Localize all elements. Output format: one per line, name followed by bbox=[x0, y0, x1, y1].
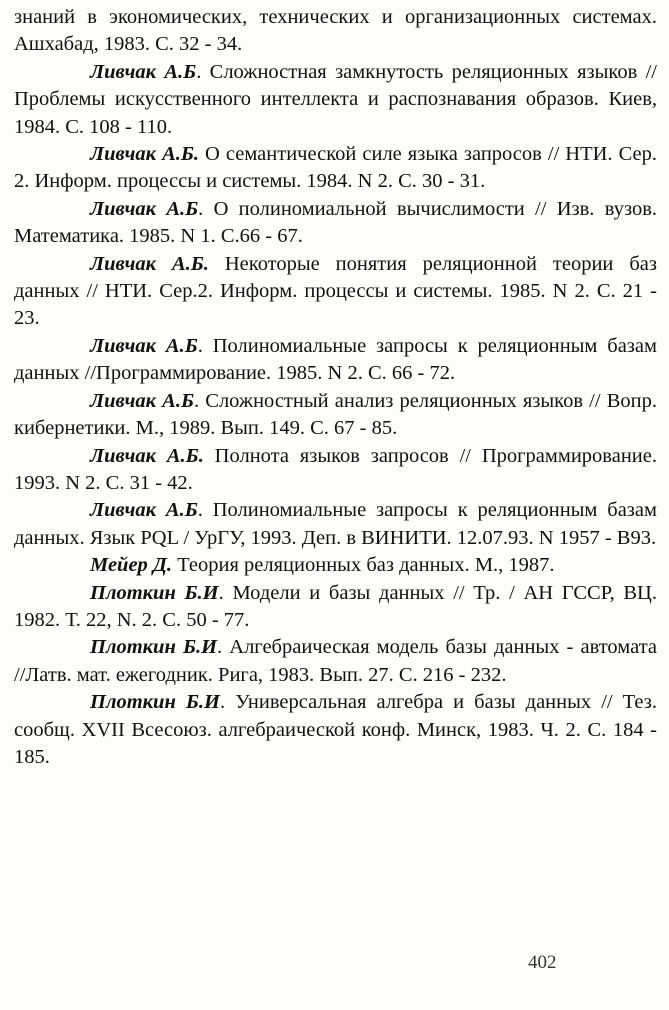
entry-author: Ливчак А.Б bbox=[90, 197, 199, 220]
entry-text: . Модели и базы данных // Тр. / АН ГССР, ВЦ. 1982. Т. 22, N. 2. С. 50 - 77. bbox=[14, 581, 657, 631]
bibliography-entry bbox=[14, 689, 657, 771]
entry-text: знаний в экономических, технических и организационных системах. Ашхабад, 1983. С. 32 - 34. bbox=[14, 6, 657, 56]
entry-author: Ливчак А.Б. bbox=[90, 143, 200, 166]
bibliography-entry bbox=[14, 141, 657, 196]
entry-text: . Полиномиальные запросы к реляционным базам данных //Программирование. 1985. N 2. С. 66 - 72. bbox=[14, 334, 657, 385]
bibliography-entry-continuation bbox=[14, 4, 657, 59]
entry-author: Ливчак А.Б. bbox=[90, 444, 204, 467]
bibliography-entry bbox=[14, 580, 657, 635]
bibliography-entry bbox=[14, 333, 657, 388]
bibliography-entry bbox=[14, 634, 657, 689]
entry-text: . Сложностный анализ реляционных языков // Вопр. кибернетики. М., 1989. Вып. 149. С. 67 - 85. bbox=[14, 389, 657, 440]
entry-author: Плоткин Б.И bbox=[90, 636, 218, 659]
bibliography-list bbox=[14, 4, 657, 771]
entry-author: Ливчак А.Б. bbox=[90, 252, 209, 275]
page-number: 402 bbox=[528, 952, 557, 973]
entry-text: . Сложностная замкнутость реляционных языков // Проблемы искусственного интеллекта и распознавания образов. Киев, 1984. С. 108 - 110. bbox=[14, 60, 657, 138]
entry-text: О семантической силе языка запросов // НТИ. Сер. 2. Информ. процессы и системы. 1984. N 2. С. 30 - 31. bbox=[14, 143, 657, 193]
entry-text: Некоторые понятия реляционной теории баз данных // НТИ. Сер.2. Информ. процессы и системы. 1985. N 2. С. 21 - 23. bbox=[14, 252, 657, 330]
entry-author: Ливчак А.Б bbox=[90, 60, 197, 83]
entry-text: . О полиномиальной вычислимости // Изв. вузов. Математика. 1985. N 1. С.66 - 67. bbox=[14, 197, 657, 248]
bibliography-entry bbox=[14, 59, 657, 141]
entry-author: Ливчак А.Б bbox=[90, 334, 198, 357]
entry-author: Плоткин Б.И bbox=[90, 691, 220, 714]
entry-author: Ливчак А.Б bbox=[90, 499, 198, 522]
bibliography-entry bbox=[14, 196, 657, 251]
entry-author: Ливчак А.Б bbox=[90, 389, 194, 412]
bibliography-entry bbox=[14, 552, 657, 579]
entry-text: . Полиномиальные запросы к реляционным базам данных. Язык PQL / УрГУ, 1993. Деп. в ВИНИТИ. 12.07.93. N 1957 - В93. bbox=[14, 499, 657, 549]
entry-author: Плоткин Б.И bbox=[90, 581, 219, 604]
entry-text: Теория реляционных баз данных. М., 1987. bbox=[172, 554, 555, 577]
entry-author: Мейер Д. bbox=[90, 554, 173, 577]
entry-text: Полнота языков запросов // Программирование. 1993. N 2. С. 31 - 42. bbox=[14, 444, 657, 494]
bibliography-entry bbox=[14, 388, 657, 443]
bibliography-entry bbox=[14, 251, 657, 333]
entry-text: . Алгебраическая модель базы данных - автомата //Латв. мат. ежегодник. Рига, 1983. Вып. 27. С. 216 - 232. bbox=[14, 636, 658, 686]
bibliography-entry bbox=[14, 443, 657, 498]
entry-text: . Универсальная алгебра и базы данных // Тез. сообщ. XVII Всесоюз. алгебраической конф. Минск, 1983. Ч. 2. С. 184 - 185. bbox=[14, 691, 657, 768]
bibliography-entry bbox=[14, 497, 657, 552]
